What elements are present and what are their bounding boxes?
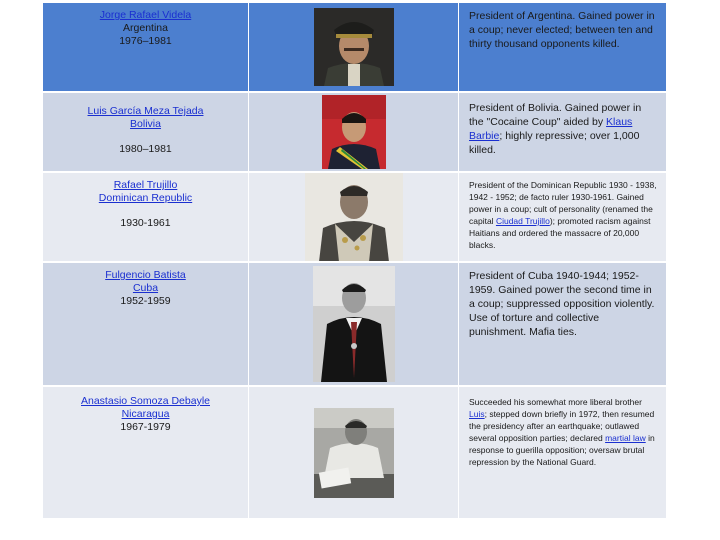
years-label: 1952-1959: [120, 295, 171, 307]
description-text: President of Bolivia. Gained power in the "Cocaine Coup" aided by: [469, 102, 642, 128]
description-text: Succeeded his somewhat more liberal brother: [469, 397, 642, 407]
name-cell-videla: [43, 3, 249, 93]
photo-cell-meza: [249, 93, 459, 173]
years-label: 1976–1981: [119, 35, 172, 47]
name-cell-batista: [43, 263, 249, 387]
link-martial-law[interactable]: martial law: [605, 433, 646, 443]
link-luis[interactable]: Luis: [469, 409, 485, 419]
country-label: Argentina: [123, 22, 168, 34]
portrait-uniform-medals-icon: [305, 173, 403, 262]
country-link-nicaragua[interactable]: Nicaragua: [121, 408, 170, 420]
desc-cell-videla: [459, 3, 667, 93]
country-link-bolivia[interactable]: Bolivia: [130, 118, 161, 130]
description-text: ; stepped down briefly in 1972, then resumed the presidency after an earthquake; outlawed several opposition parties; declared: [469, 409, 655, 443]
description-text: ); promoted racism against Haitians and ordered the massacre of 20,000 blacks.: [469, 216, 651, 250]
name-link-trujillo[interactable]: Rafael Trujillo: [113, 179, 178, 191]
photo-cell-trujillo: [249, 173, 459, 263]
photo-cell-videla: [249, 3, 459, 93]
link-klaus-barbie[interactable]: Klaus Barbie: [469, 116, 633, 142]
description-text: President of Argentina. Gained power in a coup; never elected; between ten and thirty thousand opponents killed.: [469, 10, 655, 50]
dictators-table: [43, 3, 667, 520]
desc-cell-trujillo: [459, 173, 667, 263]
country-link-dominican-republic[interactable]: Dominican Republic: [98, 192, 193, 204]
description-text: in response to guerilla opposition; oversaw brutal repression by the National Guard.: [469, 433, 655, 467]
description-text: President of the Dominican Republic 1930 - 1938, 1942 - 1952; de facto ruler 1930-1961. Gained power in a coup; cult of personality (renamed the capital: [469, 180, 657, 226]
name-link-batista[interactable]: Fulgencio Batista: [105, 269, 186, 281]
name-cell-trujillo: [43, 173, 249, 263]
years-label: 1980–1981: [119, 143, 172, 155]
portrait-military-officer-icon: [314, 8, 394, 86]
country-link-cuba[interactable]: Cuba: [132, 282, 159, 294]
description-text: ; highly repressive; over 1,000 killed.: [469, 130, 640, 156]
name-link-videla[interactable]: Jorge Rafael Videla: [99, 9, 192, 21]
photo-cell-batista: [249, 263, 459, 387]
portrait-sash-official-icon: [322, 95, 386, 169]
name-cell-meza: [43, 93, 249, 173]
years-label: 1930-1961: [120, 217, 171, 229]
desc-cell-somoza: [459, 387, 667, 520]
name-link-meza[interactable]: Luis García Meza Tejada: [87, 105, 204, 117]
portrait-seated-desk-icon: [314, 408, 394, 498]
name-link-somoza[interactable]: Anastasio Somoza Debayle: [81, 395, 210, 407]
description-text: President of Cuba 1940-1944; 1952-1959. Gained power the second time in a coup; suppressed opposition violently. Use of torture and collective punishment. Mafia ties.: [469, 270, 655, 338]
photo-cell-somoza: [249, 387, 459, 520]
portrait-formal-suit-icon: [313, 266, 395, 382]
desc-cell-batista: [459, 263, 667, 387]
name-cell-somoza: [43, 387, 249, 520]
desc-cell-meza: [459, 93, 667, 173]
years-label: 1967-1979: [120, 421, 171, 433]
link-ciudad-trujillo[interactable]: Ciudad Trujillo: [495, 216, 550, 226]
